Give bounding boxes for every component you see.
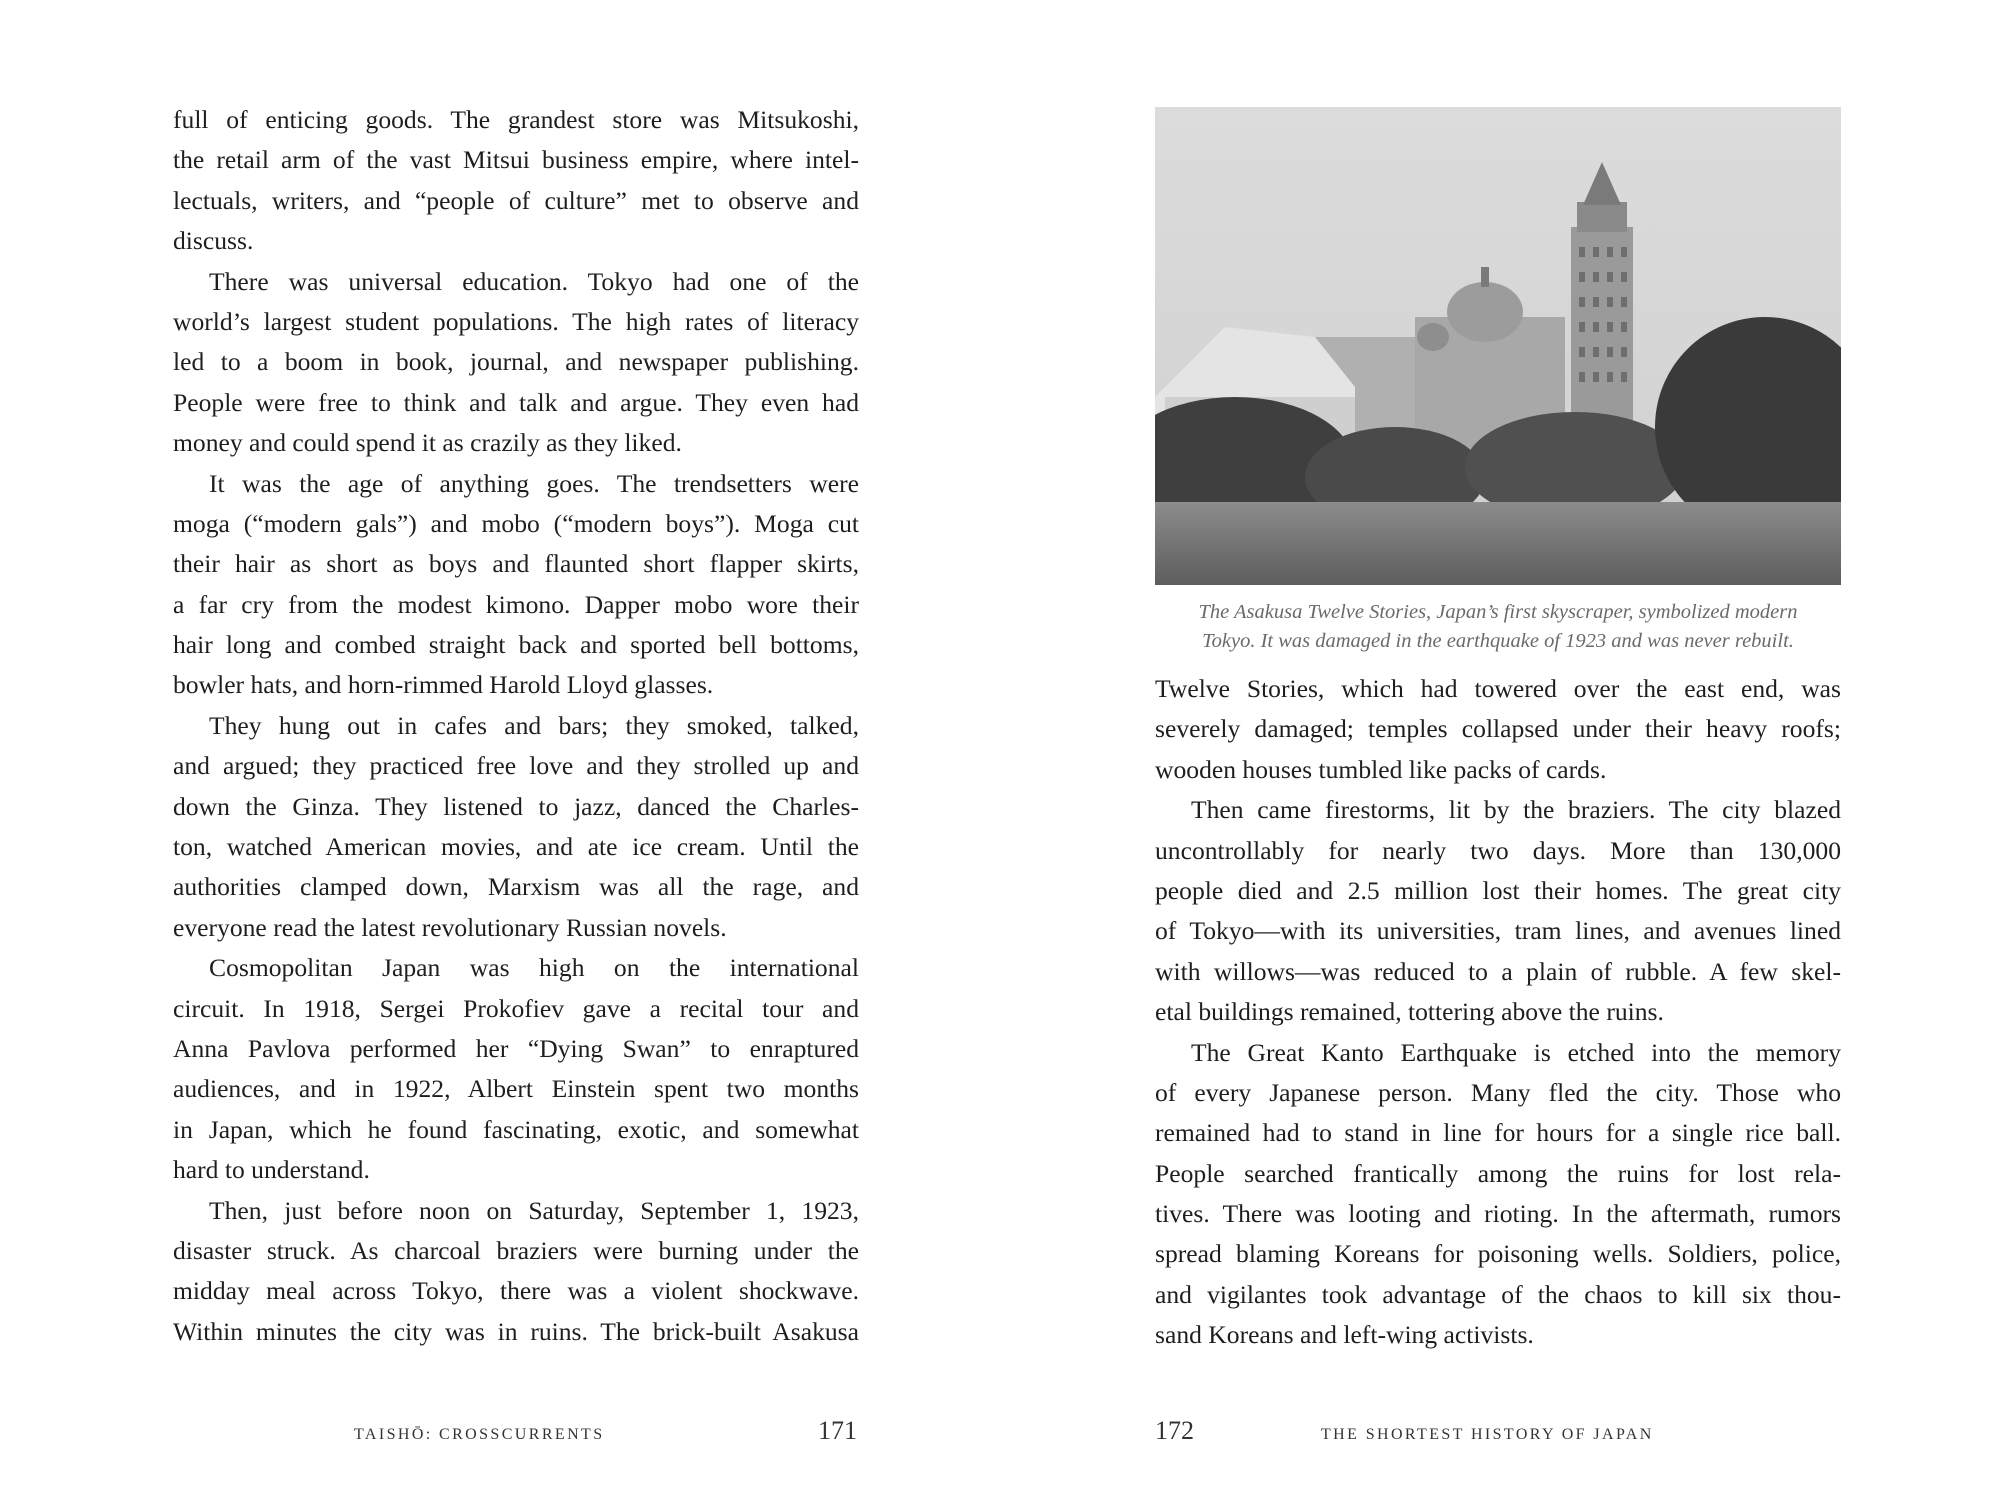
caption-line: The Asakusa Twelve Stories, Japan’s first skyscraper, symbolized modern xyxy=(1198,601,1798,623)
text-line: Then, just before noon on Saturday, September 1, 1923, xyxy=(209,1195,859,1225)
paragraph xyxy=(173,1191,859,1353)
text-line: etal buildings remained, tottering above the ruins. xyxy=(1155,997,1664,1027)
text-line: There was universal education. Tokyo had one of the xyxy=(209,266,859,296)
right-body-text xyxy=(1155,669,1841,1356)
right-running-head: THE SHORTEST HISTORY OF JAPAN xyxy=(1321,1426,1654,1443)
text-line: Cosmopolitan Japan was high on the international xyxy=(209,953,859,983)
text-line: of Tokyo—with its universities, tram lines, and avenues lined xyxy=(1155,916,1841,946)
text-line: and vigilantes took advantage of the chaos to kill six thou- xyxy=(1155,1279,1841,1309)
text-line: of every Japanese person. Many fled the city. Those who xyxy=(1155,1077,1841,1107)
text-line: their hair as short as boys and flaunted short flapper skirts, xyxy=(173,549,859,579)
text-line: people died and 2.5 million lost their homes. The great city xyxy=(1155,875,1841,905)
left-body-text xyxy=(173,100,859,1352)
left-running-head: TAISHŌ: CROSSCURRENTS xyxy=(354,1426,605,1443)
text-line: audiences, and in 1922, Albert Einstein spent two months xyxy=(173,1074,859,1104)
paragraph xyxy=(173,464,859,706)
text-line: Anna Pavlova performed her “Dying Swan” to enraptured xyxy=(173,1033,859,1063)
text-line: disaster struck. As charcoal braziers were burning under the xyxy=(173,1235,859,1265)
text-line: Within minutes the city was in ruins. The brick-built Asakusa xyxy=(173,1316,859,1346)
text-line: spread blaming Koreans for poisoning wells. Soldiers, police, xyxy=(1155,1239,1841,1269)
text-line: lectuals, writers, and “people of culture” met to observe and xyxy=(173,185,859,215)
text-line: down the Ginza. They listened to jazz, danced the Charles- xyxy=(173,791,859,821)
text-line: led to a boom in book, journal, and newspaper publishing. xyxy=(173,347,859,377)
text-line: full of enticing goods. The grandest store was Mitsukoshi, xyxy=(173,105,859,134)
left-page-number: 171 xyxy=(818,1416,857,1445)
text-line: Then came firestorms, lit by the braziers. The city blazed xyxy=(1191,795,1841,825)
paragraph xyxy=(173,100,859,262)
text-line: ton, watched American movies, and ate ice cream. Until the xyxy=(173,832,859,862)
text-line: tives. There was looting and rioting. In the aftermath, rumors xyxy=(1155,1199,1841,1229)
paragraph xyxy=(1155,1033,1841,1356)
text-line: severely damaged; temples collapsed under their heavy roofs; xyxy=(1155,714,1841,744)
text-line: They hung out in cafes and bars; they smoked, talked, xyxy=(209,710,859,740)
paragraph xyxy=(173,948,859,1190)
text-line: Twelve Stories, which had towered over the east end, was xyxy=(1155,674,1841,703)
text-line: money and could spend it as crazily as they liked. xyxy=(173,428,682,458)
text-line: It was the age of anything goes. The trendsetters were xyxy=(209,468,859,498)
text-line: hair long and combed straight back and sported bell bottoms, xyxy=(173,630,859,660)
text-line: a far cry from the modest kimono. Dapper mobo wore their xyxy=(173,589,859,619)
paragraph xyxy=(173,706,859,948)
right-page-number: 172 xyxy=(1155,1416,1194,1445)
text-line: People were free to think and talk and argue. They even had xyxy=(173,387,859,417)
text-line: circuit. In 1918, Sergei Prokofiev gave a recital tour and xyxy=(173,993,859,1023)
text-line: everyone read the latest revolutionary Russian novels. xyxy=(173,912,727,942)
text-line: The Great Kanto Earthquake is etched into the memory xyxy=(1191,1037,1841,1067)
asakusa-twelve-stories-photo xyxy=(1155,107,1841,585)
text-line: sand Koreans and left-wing activists. xyxy=(1155,1320,1534,1350)
text-line: discuss. xyxy=(173,226,254,256)
photo-caption xyxy=(1155,598,1841,656)
text-line: midday meal across Tokyo, there was a violent shockwave. xyxy=(173,1276,859,1306)
caption-line: Tokyo. It was damaged in the earthquake of 1923 and was never rebuilt. xyxy=(1202,630,1794,652)
text-line: hard to understand. xyxy=(173,1155,370,1185)
text-line: remained had to stand in line for hours for a single rice ball. xyxy=(1155,1118,1841,1148)
text-line: world’s largest student populations. The high rates of literacy xyxy=(173,306,859,336)
text-line: People searched frantically among the ruins for lost rela- xyxy=(1155,1158,1841,1188)
text-line: authorities clamped down, Marxism was all the rage, and xyxy=(173,872,859,902)
text-line: uncontrollably for nearly two days. More than 130,000 xyxy=(1155,835,1841,865)
paragraph xyxy=(1155,669,1841,790)
text-line: the retail arm of the vast Mitsui business empire, where intel- xyxy=(173,145,859,175)
paragraph xyxy=(1155,790,1841,1032)
text-line: in Japan, which he found fascinating, exotic, and somewhat xyxy=(173,1114,859,1144)
text-line: bowler hats, and horn-rimmed Harold Lloyd glasses. xyxy=(173,670,714,700)
photo-illustration xyxy=(1155,107,1841,585)
text-line: moga (“modern gals”) and mobo (“modern boys”). Moga cut xyxy=(173,508,859,538)
text-line: and argued; they practiced free love and they strolled up and xyxy=(173,751,859,781)
paragraph xyxy=(173,262,859,464)
text-line: with willows—was reduced to a plain of rubble. A few skel- xyxy=(1155,956,1841,986)
right-page xyxy=(1000,0,2000,1511)
text-line: wooden houses tumbled like packs of cards. xyxy=(1155,754,1607,784)
